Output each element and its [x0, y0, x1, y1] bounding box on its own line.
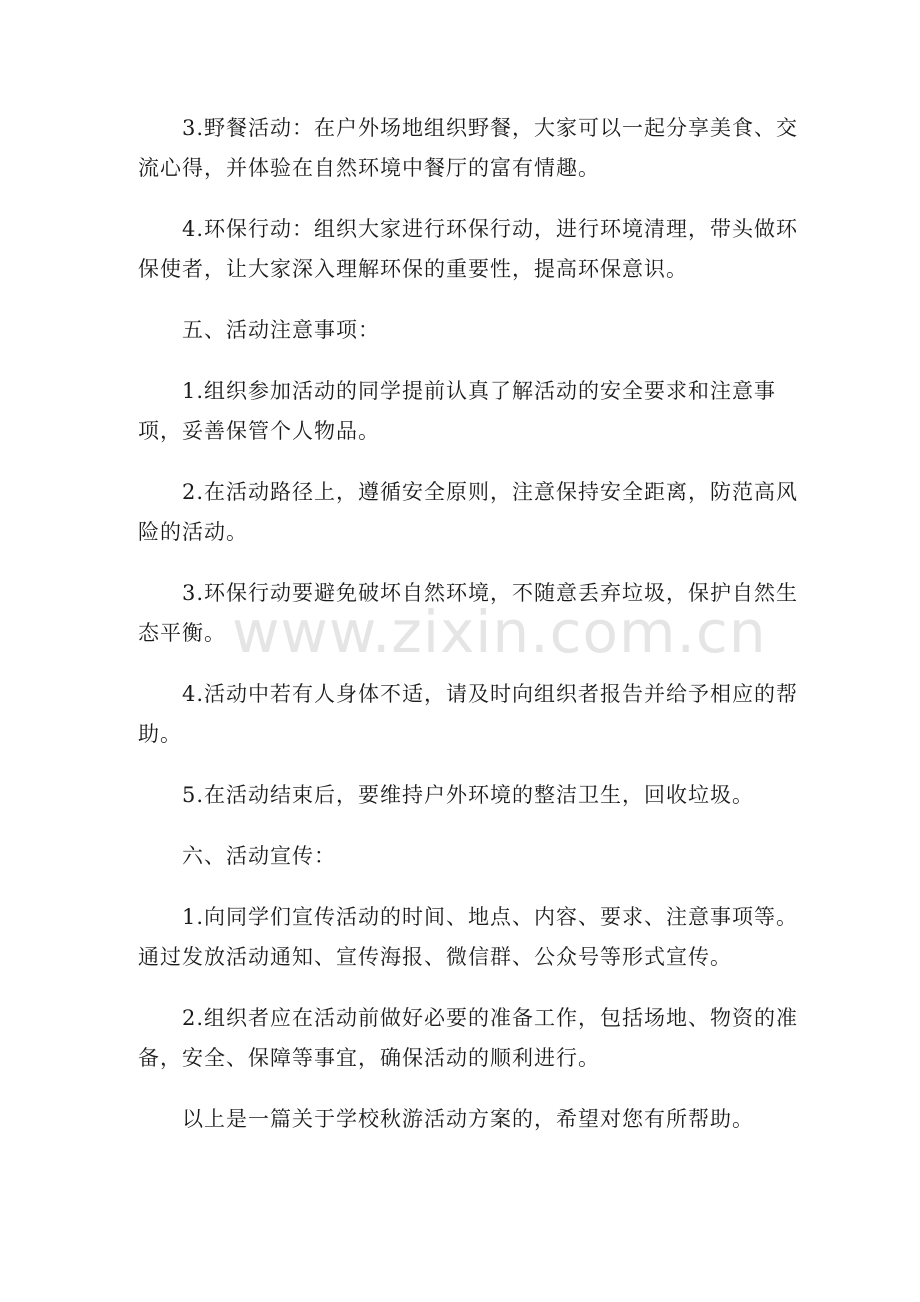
paragraph-precaution-4: 4.活动中若有人身体不适，请及时向组织者报告并给予相应的帮助。	[138, 682, 799, 746]
paragraph-publicity-1: 1.向同学们宣传活动的时间、地点、内容、要求、注意事项等。通过发放活动通知、宣传海报、微信群、公众号等形式宣传。	[138, 905, 799, 969]
section-heading-publicity: 六、活动宣传：	[182, 844, 336, 868]
document-body	[138, 108, 818, 1160]
paragraph-precaution-5: 5.在活动结束后，要维持户外环境的整洁卫生，回收垃圾。	[182, 783, 755, 807]
section-heading-precautions: 五、活动注意事项：	[182, 318, 380, 342]
paragraph-picnic: 3.野餐活动：在户外场地组织野餐，大家可以一起分享美食、交流心得，并体验在自然环境中餐厅的富有情趣。	[138, 116, 799, 180]
paragraph-publicity-2: 2.组织者应在活动前做好必要的准备工作，包括场地、物资的准备，安全、保障等事宜，确保活动的顺利进行。	[138, 1006, 799, 1070]
paragraph-precaution-3: 3.环保行动要避免破坏自然环境，不随意丢弃垃圾，保护自然生态平衡。	[138, 581, 799, 645]
paragraph-precaution-2: 2.在活动路径上，遵循安全原则，注意保持安全距离，防范高风险的活动。	[138, 480, 799, 544]
paragraph-closing: 以上是一篇关于学校秋游活动方案的，希望对您有所帮助。	[182, 1107, 754, 1131]
paragraph-eco-action: 4.环保行动：组织大家进行环保行动，进行环境清理，带头做环保使者，让大家深入理解环保的重要性，提高环保意识。	[138, 217, 799, 281]
paragraph-precaution-1: 1.组织参加活动的同学提前认真了解活动的安全要求和注意事项，妥善保管个人物品。	[138, 379, 777, 443]
watermark: www.zixin.com.cn	[232, 598, 767, 666]
